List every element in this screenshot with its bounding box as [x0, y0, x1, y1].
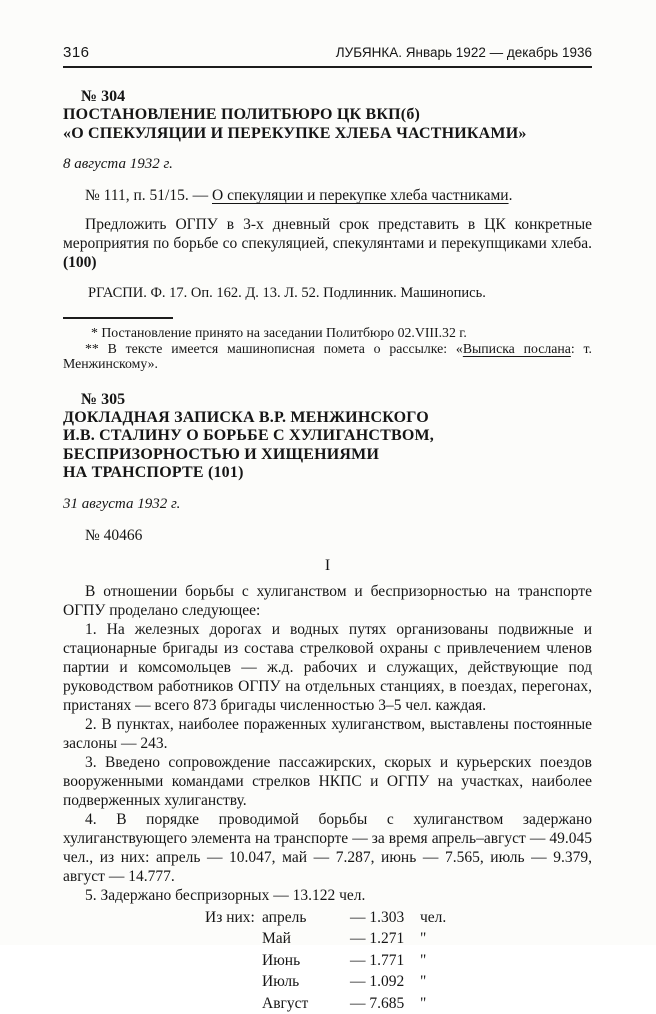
- doc-304-body-text: Предложить ОГПУ в 3-х дневный срок представить в ЦК конкретные мероприятия по борьбе со спекуляцией, спекулянтами и перекупщиками хлеба.: [63, 216, 592, 252]
- doc-304-title-line-1: ПОСТАНОВЛЕНИЕ ПОЛИТБЮРО ЦК ВКП(б): [63, 106, 420, 123]
- protocol-suffix: .: [509, 187, 513, 204]
- table-row-prefix: [205, 928, 262, 950]
- doc-305-body: [63, 582, 592, 905]
- footnote-2: [63, 341, 592, 372]
- document-304: [63, 88, 592, 372]
- doc-304-protocol-line: [63, 187, 592, 205]
- table-row-value: — 1.771: [350, 950, 420, 972]
- doc-305-title: [63, 409, 592, 483]
- doc-305-outgoing-number: № 40466: [63, 527, 592, 545]
- doc-305-number: № 305: [81, 391, 592, 409]
- table-row-unit: ": [420, 950, 592, 972]
- section-numeral-I: I: [63, 557, 592, 575]
- table-row-value: — 1.271: [350, 928, 420, 950]
- table-row-month: Август: [262, 993, 350, 1014]
- protocol-subject: О спекуляции и перекупке хлеба частниками: [212, 187, 509, 204]
- doc-305-paragraph-4: 4. В порядке проводимой борьбы с хулиганством задержано хулиганствующего элемента на транспорте — за время апрель–август — 49.045 чел., из них: апрель — 10.047, май — 7.287, июнь — 7.565, июль — 9.379, август — 14.777.: [63, 810, 592, 886]
- table-row-value: — 1.092: [350, 971, 420, 993]
- doc-305-paragraph-1: 1. На железных дорогах и водных путях организованы подвижные и стационарные бригады из состава стрелковой охраны с привлечением членов партии и комсомольцев — ж.д. рабочих и служащих, действующие под руководством работников ОГПУ на отдельных станциях, в поездах, перегонах, пристанях — всего 873 бригады численностью 3–5 чел. каждая.: [63, 620, 592, 715]
- detained-homeless-by-month-table: [205, 907, 592, 1014]
- doc-304-number: № 304: [81, 88, 592, 106]
- table-row-prefix: [205, 993, 262, 1014]
- table-row-prefix: [205, 971, 262, 993]
- doc-304-body-paragraph: [63, 215, 592, 272]
- protocol-prefix: № 111, п. 51/15. —: [85, 187, 212, 204]
- footnote-2-suffix: : т. Менжинскому».: [63, 341, 592, 372]
- header-rule: [63, 66, 592, 68]
- doc-305-paragraph-3: 3. Введено сопровождение пассажирских, скорых и курьерских поездов вооруженными командами стрелков НКПС и ОГПУ на участках, наиболее подверженных хулиганству.: [63, 753, 592, 810]
- footnote-1: * Постановление принято на заседании Политбюро 02.VIII.32 г.: [63, 325, 592, 341]
- running-title: ЛУБЯНКА. Январь 1922 — декабрь 1936: [336, 45, 592, 60]
- table-row-month: Июнь: [262, 950, 350, 972]
- table-row: [205, 971, 592, 993]
- table-row-unit: ": [420, 928, 592, 950]
- doc-305-title-line-3: БЕСПРИЗОРНОСТЬЮ И ХИЩЕНИЯМИ: [63, 446, 379, 463]
- table-row-prefix: [205, 950, 262, 972]
- table-row-value: — 1.303: [350, 907, 420, 929]
- page-header: [63, 44, 592, 61]
- doc-305-title-line-2: И.В. СТАЛИНУ О БОРЬБЕ С ХУЛИГАНСТВОМ,: [63, 427, 434, 444]
- table-row-month: Май: [262, 928, 350, 950]
- doc-305-date: 31 августа 1932 г.: [63, 496, 592, 513]
- doc-305-paragraph-intro: В отношении борьбы с хулиганством и беспризорностью на транспорте ОГПУ проделано следующее:: [63, 582, 592, 620]
- table-row-unit: чел.: [420, 907, 592, 929]
- doc-304-title-line-2: «О СПЕКУЛЯЦИИ И ПЕРЕКУПКЕ ХЛЕБА ЧАСТНИКАМИ»: [63, 125, 527, 142]
- table-row-prefix: Из них:: [205, 907, 262, 929]
- doc-305-paragraph-5: 5. Задержано беспризорных — 13.122 чел.: [63, 886, 592, 905]
- footnote-2-prefix: ** В тексте имеется машинописная помета о рассылке: «: [85, 341, 463, 356]
- table-row-month: апрель: [262, 907, 350, 929]
- doc-304-archive-reference: РГАСПИ. Ф. 17. Оп. 162. Д. 13. Л. 52. Подлинник. Машинопись.: [63, 285, 592, 302]
- document-305: [63, 391, 592, 1014]
- table-row: [205, 993, 592, 1014]
- table-row: [205, 907, 592, 929]
- footnote-2-underlined: Выписка послана: [463, 341, 571, 356]
- doc-305-paragraph-2: 2. В пунктах, наиболее пораженных хулиганством, выставлены постоянные заслоны — 243.: [63, 715, 592, 753]
- doc-305-title-line-1: ДОКЛАДНАЯ ЗАПИСКА В.Р. МЕНЖИНСКОГО: [63, 409, 429, 426]
- page-number: 316: [63, 44, 90, 61]
- table-row: [205, 928, 592, 950]
- doc-304-source-ref: (100): [63, 254, 97, 271]
- doc-305-title-line-4: НА ТРАНСПОРТЕ (101): [63, 464, 244, 481]
- table-row-unit: ": [420, 971, 592, 993]
- table-row-month: Июль: [262, 971, 350, 993]
- table-row-value: — 7.685: [350, 993, 420, 1014]
- table-row: [205, 950, 592, 972]
- doc-304-date: 8 августа 1932 г.: [63, 156, 592, 173]
- footnote-rule: [63, 317, 173, 319]
- table-row-unit: ": [420, 993, 592, 1014]
- doc-304-title: [63, 106, 592, 143]
